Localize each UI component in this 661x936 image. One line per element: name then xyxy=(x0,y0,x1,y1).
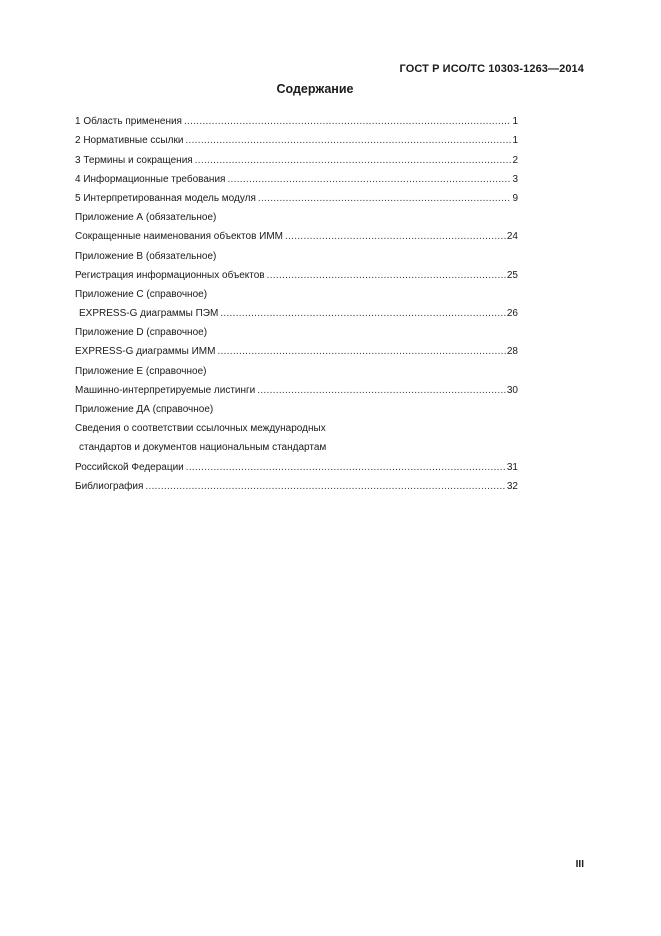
toc-entry-text: Сведения о соответствии ссылочных международных xyxy=(75,423,326,435)
toc-entry[interactable] xyxy=(75,186,518,205)
table-of-contents xyxy=(75,109,518,493)
toc-annex-heading[interactable] xyxy=(75,205,518,224)
toc-entry-text: Российской Федерации xyxy=(75,461,184,473)
toc-entry-text: 4 Информационные требования xyxy=(75,173,226,185)
toc-leader-dots xyxy=(186,462,506,474)
page-number: III xyxy=(575,859,584,870)
toc-entry[interactable] xyxy=(75,167,518,186)
toc-entry-page: 9 xyxy=(512,192,518,204)
toc-title: Содержание xyxy=(276,82,354,96)
toc-entry[interactable] xyxy=(75,263,518,282)
toc-annex-heading[interactable] xyxy=(75,397,518,416)
toc-annex-heading[interactable] xyxy=(75,243,518,262)
toc-entry-text: Регистрация информационных объектов xyxy=(75,269,265,281)
toc-entry-page: 26 xyxy=(506,308,518,320)
toc-entry-text: 2 Нормативные ссылки xyxy=(75,135,184,147)
toc-leader-dots xyxy=(267,270,506,282)
toc-leader-dots xyxy=(217,346,505,358)
toc-annex-heading[interactable] xyxy=(75,320,518,339)
toc-entry[interactable] xyxy=(75,224,518,243)
toc-entry-text: 5 Интерпретированная модель модуля xyxy=(75,192,256,204)
toc-entry-page: 28 xyxy=(506,346,518,358)
toc-entry-text: стандартов и документов национальным стандартам xyxy=(79,442,327,454)
toc-leader-dots xyxy=(227,174,511,186)
toc-entry-text: 1 Область применения xyxy=(75,116,182,128)
toc-entry-page: 1 xyxy=(512,135,518,147)
toc-entry-page: 30 xyxy=(506,384,518,396)
document-header-id: ГОСТ Р ИСО/ТС 10303-1263—2014 xyxy=(399,63,584,75)
toc-leader-dots xyxy=(195,155,512,167)
toc-entry[interactable] xyxy=(75,147,518,166)
toc-entry-text: Приложение В (обязательное) xyxy=(75,250,217,262)
toc-entry-page: 2 xyxy=(512,154,518,166)
toc-entry-text: 3 Термины и сокращения xyxy=(75,154,193,166)
toc-leader-dots xyxy=(185,135,511,147)
toc-entry-text: EXPRESS-G диаграммы ПЭМ xyxy=(79,308,219,320)
toc-entry[interactable] xyxy=(75,339,518,358)
toc-leader-dots xyxy=(184,116,511,128)
toc-entry[interactable] xyxy=(75,128,518,147)
toc-leader-dots xyxy=(258,193,512,205)
toc-entry-text: Приложение Е (справочное) xyxy=(75,365,207,377)
toc-entry-text: Приложение D (справочное) xyxy=(75,327,208,339)
toc-leader-dots xyxy=(257,385,506,397)
toc-annex-title-line[interactable] xyxy=(75,435,518,454)
toc-entry-text: Приложение С (справочное) xyxy=(75,288,208,300)
toc-entry[interactable] xyxy=(75,474,518,493)
toc-annex-title-line[interactable] xyxy=(75,416,518,435)
toc-entry-text: EXPRESS-G диаграммы ИММ xyxy=(75,346,216,358)
toc-annex-heading[interactable] xyxy=(75,282,518,301)
toc-leader-dots xyxy=(145,481,505,493)
toc-entry-page: 25 xyxy=(506,269,518,281)
toc-entry[interactable] xyxy=(75,454,518,473)
toc-entry-page: 32 xyxy=(506,480,518,492)
toc-entry-page: 1 xyxy=(512,116,518,128)
toc-entry-text: Приложение ДА (справочное) xyxy=(75,404,214,415)
toc-entry-text: Сокращенные наименования объектов ИММ xyxy=(75,231,284,243)
toc-entry[interactable] xyxy=(75,301,518,320)
toc-entry-text: Библиография xyxy=(75,480,144,492)
toc-entry-text: Машинно-интерпретируемые листинги xyxy=(75,384,256,396)
toc-entry-page: 31 xyxy=(506,461,518,473)
toc-annex-heading[interactable] xyxy=(75,358,518,377)
toc-entry[interactable] xyxy=(75,378,518,397)
toc-entry[interactable] xyxy=(75,109,518,128)
toc-entry-text: Приложение А (обязательное) xyxy=(75,212,217,224)
toc-leader-dots xyxy=(285,231,506,243)
toc-entry-page: 3 xyxy=(512,173,518,185)
toc-entry-page: 24 xyxy=(506,231,518,243)
toc-leader-dots xyxy=(220,308,506,320)
